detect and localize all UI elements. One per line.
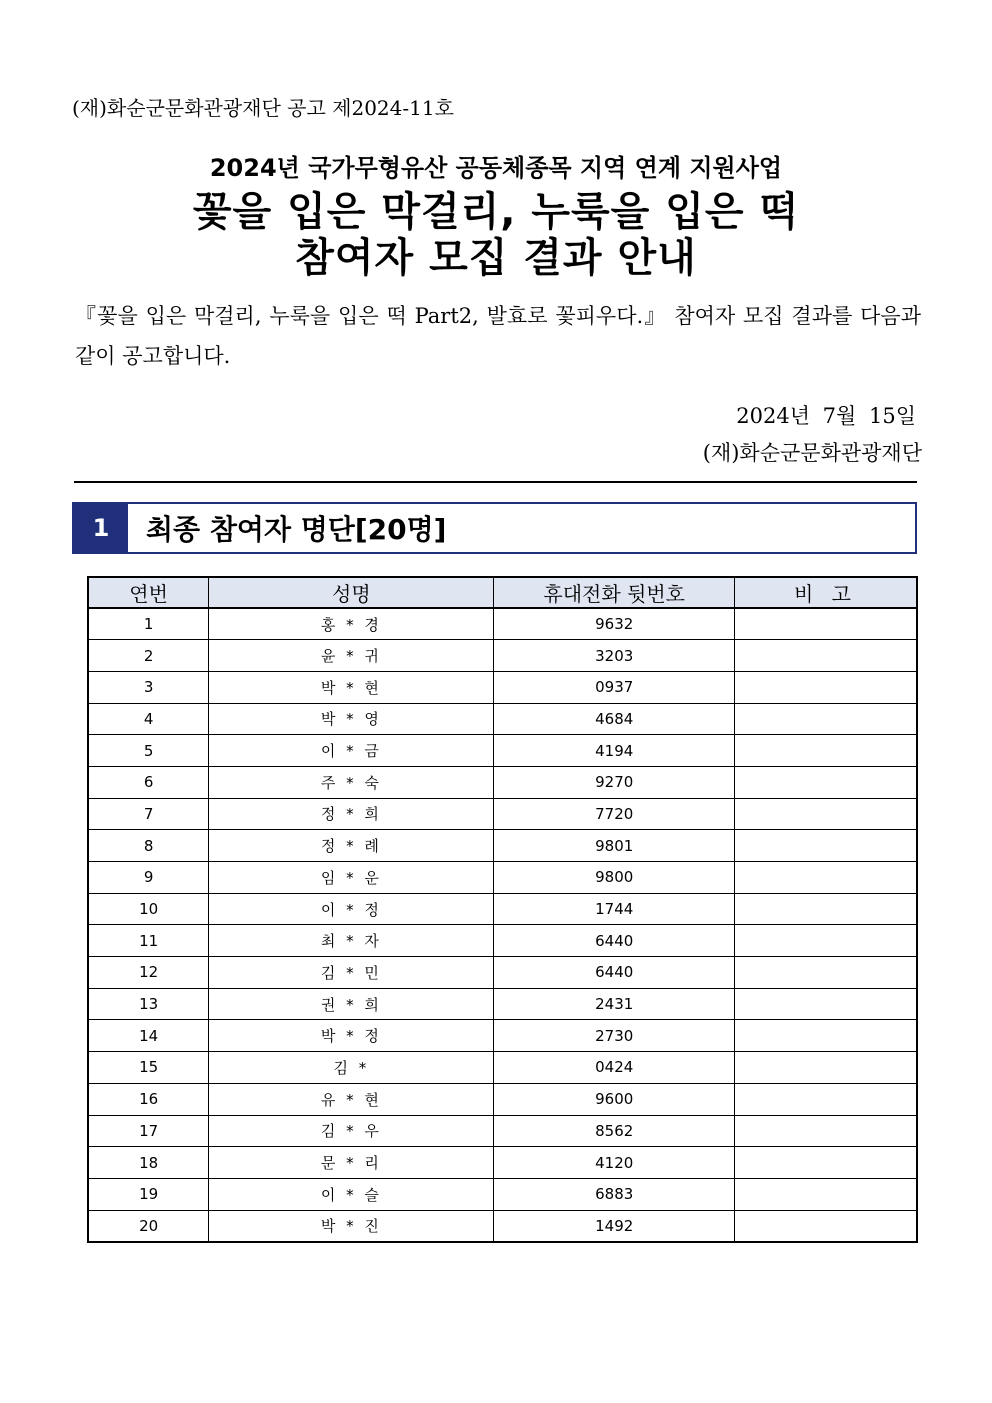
table-row xyxy=(88,862,917,894)
cell-name: 최 * 자 xyxy=(209,925,494,957)
table-row xyxy=(88,957,917,989)
section-number: 1 xyxy=(74,504,128,552)
table-row xyxy=(88,1147,917,1179)
issuing-organization: (재)화순군문화관광재단 xyxy=(702,441,922,465)
cell-phone: 9632 xyxy=(494,608,734,640)
cell-name: 박 * 영 xyxy=(209,703,494,735)
table-row xyxy=(88,830,917,862)
header-note: 비 고 xyxy=(734,577,917,608)
cell-phone: 9270 xyxy=(494,766,734,798)
cell-name: 권 * 희 xyxy=(209,988,494,1020)
cell-seq: 5 xyxy=(88,735,209,767)
cell-note xyxy=(734,957,917,989)
table-row xyxy=(88,640,917,672)
section-heading xyxy=(72,502,917,554)
table-row xyxy=(88,925,917,957)
cell-phone: 6440 xyxy=(494,957,734,989)
cell-note xyxy=(734,1052,917,1084)
cell-name: 정 * 희 xyxy=(209,798,494,830)
cell-note xyxy=(734,1083,917,1115)
cell-seq: 7 xyxy=(88,798,209,830)
cell-note xyxy=(734,1178,917,1210)
cell-seq: 6 xyxy=(88,766,209,798)
cell-phone: 4684 xyxy=(494,703,734,735)
cell-note xyxy=(734,640,917,672)
document-subtitle: 2024년 국가무형유산 공동체종목 지역 연계 지원사업 xyxy=(209,154,783,182)
divider-line xyxy=(74,481,917,483)
table-body xyxy=(88,608,917,1242)
notice-number: (재)화순군문화관광재단 공고 제2024-11호 xyxy=(72,96,454,120)
cell-phone: 1492 xyxy=(494,1210,734,1242)
cell-note xyxy=(734,893,917,925)
table-row xyxy=(88,988,917,1020)
cell-seq: 10 xyxy=(88,893,209,925)
table-row xyxy=(88,1083,917,1115)
cell-seq: 3 xyxy=(88,671,209,703)
participant-table xyxy=(87,576,918,1243)
cell-phone: 9801 xyxy=(494,830,734,862)
notice-date: 2024년 7월 15일 xyxy=(736,404,916,428)
cell-seq: 1 xyxy=(88,608,209,640)
cell-name: 김 * 민 xyxy=(209,957,494,989)
cell-phone: 0424 xyxy=(494,1052,734,1084)
cell-name: 김 * 우 xyxy=(209,1115,494,1147)
cell-name: 이 * 금 xyxy=(209,735,494,767)
cell-note xyxy=(734,766,917,798)
cell-phone: 9600 xyxy=(494,1083,734,1115)
cell-phone: 3203 xyxy=(494,640,734,672)
cell-phone: 2730 xyxy=(494,1020,734,1052)
table-row xyxy=(88,1052,917,1084)
cell-note xyxy=(734,703,917,735)
cell-seq: 17 xyxy=(88,1115,209,1147)
cell-note xyxy=(734,671,917,703)
section-title: 최종 참여자 명단[20명] xyxy=(146,513,447,546)
cell-seq: 9 xyxy=(88,862,209,894)
cell-phone: 4120 xyxy=(494,1147,734,1179)
cell-phone: 8562 xyxy=(494,1115,734,1147)
table-row xyxy=(88,1178,917,1210)
cell-note xyxy=(734,988,917,1020)
cell-phone: 1744 xyxy=(494,893,734,925)
table-row xyxy=(88,893,917,925)
cell-phone: 6883 xyxy=(494,1178,734,1210)
cell-seq: 19 xyxy=(88,1178,209,1210)
cell-name: 박 * 정 xyxy=(209,1020,494,1052)
cell-note xyxy=(734,830,917,862)
table-row xyxy=(88,608,917,640)
cell-seq: 20 xyxy=(88,1210,209,1242)
cell-seq: 13 xyxy=(88,988,209,1020)
cell-seq: 8 xyxy=(88,830,209,862)
cell-name: 박 * 진 xyxy=(209,1210,494,1242)
cell-name: 유 * 현 xyxy=(209,1083,494,1115)
intro-paragraph: 『꽃을 입은 막걸리, 누룩을 입은 떡 Part2, 발효로 꽃피우다.』 참여자 모집 결과를 다음과 같이 공고합니다. xyxy=(75,304,921,368)
cell-seq: 16 xyxy=(88,1083,209,1115)
table-row xyxy=(88,766,917,798)
cell-seq: 14 xyxy=(88,1020,209,1052)
header-seq: 연번 xyxy=(88,577,209,608)
table-row xyxy=(88,1115,917,1147)
cell-seq: 12 xyxy=(88,957,209,989)
cell-note xyxy=(734,735,917,767)
table-row xyxy=(88,798,917,830)
cell-phone: 7720 xyxy=(494,798,734,830)
cell-note xyxy=(734,1147,917,1179)
cell-seq: 11 xyxy=(88,925,209,957)
cell-phone: 4194 xyxy=(494,735,734,767)
document-title-line-2: 참여자 모집 결과 안내 xyxy=(295,235,697,281)
cell-name: 정 * 례 xyxy=(209,830,494,862)
cell-phone: 2431 xyxy=(494,988,734,1020)
header-name: 성명 xyxy=(209,577,494,608)
cell-seq: 18 xyxy=(88,1147,209,1179)
cell-name: 임 * 운 xyxy=(209,862,494,894)
cell-note xyxy=(734,1210,917,1242)
cell-name: 홍 * 경 xyxy=(209,608,494,640)
cell-seq: 2 xyxy=(88,640,209,672)
cell-name: 윤 * 귀 xyxy=(209,640,494,672)
cell-name: 주 * 숙 xyxy=(209,766,494,798)
cell-name: 문 * 리 xyxy=(209,1147,494,1179)
cell-note xyxy=(734,925,917,957)
cell-seq: 4 xyxy=(88,703,209,735)
document-title-line-1: 꽃을 입은 막걸리, 누룩을 입은 떡 xyxy=(192,189,800,235)
table-row xyxy=(88,703,917,735)
cell-name: 김 * xyxy=(209,1052,494,1084)
cell-note xyxy=(734,1020,917,1052)
table-row xyxy=(88,671,917,703)
cell-name: 이 * 슬 xyxy=(209,1178,494,1210)
cell-phone: 6440 xyxy=(494,925,734,957)
cell-name: 박 * 현 xyxy=(209,671,494,703)
cell-phone: 0937 xyxy=(494,671,734,703)
cell-note xyxy=(734,608,917,640)
table-header-row xyxy=(88,577,917,608)
cell-name: 이 * 정 xyxy=(209,893,494,925)
cell-phone: 9800 xyxy=(494,862,734,894)
cell-note xyxy=(734,798,917,830)
table-row xyxy=(88,1020,917,1052)
table-row xyxy=(88,1210,917,1242)
table-row xyxy=(88,735,917,767)
cell-note xyxy=(734,862,917,894)
cell-seq: 15 xyxy=(88,1052,209,1084)
header-phone: 휴대전화 뒷번호 xyxy=(494,577,734,608)
cell-note xyxy=(734,1115,917,1147)
